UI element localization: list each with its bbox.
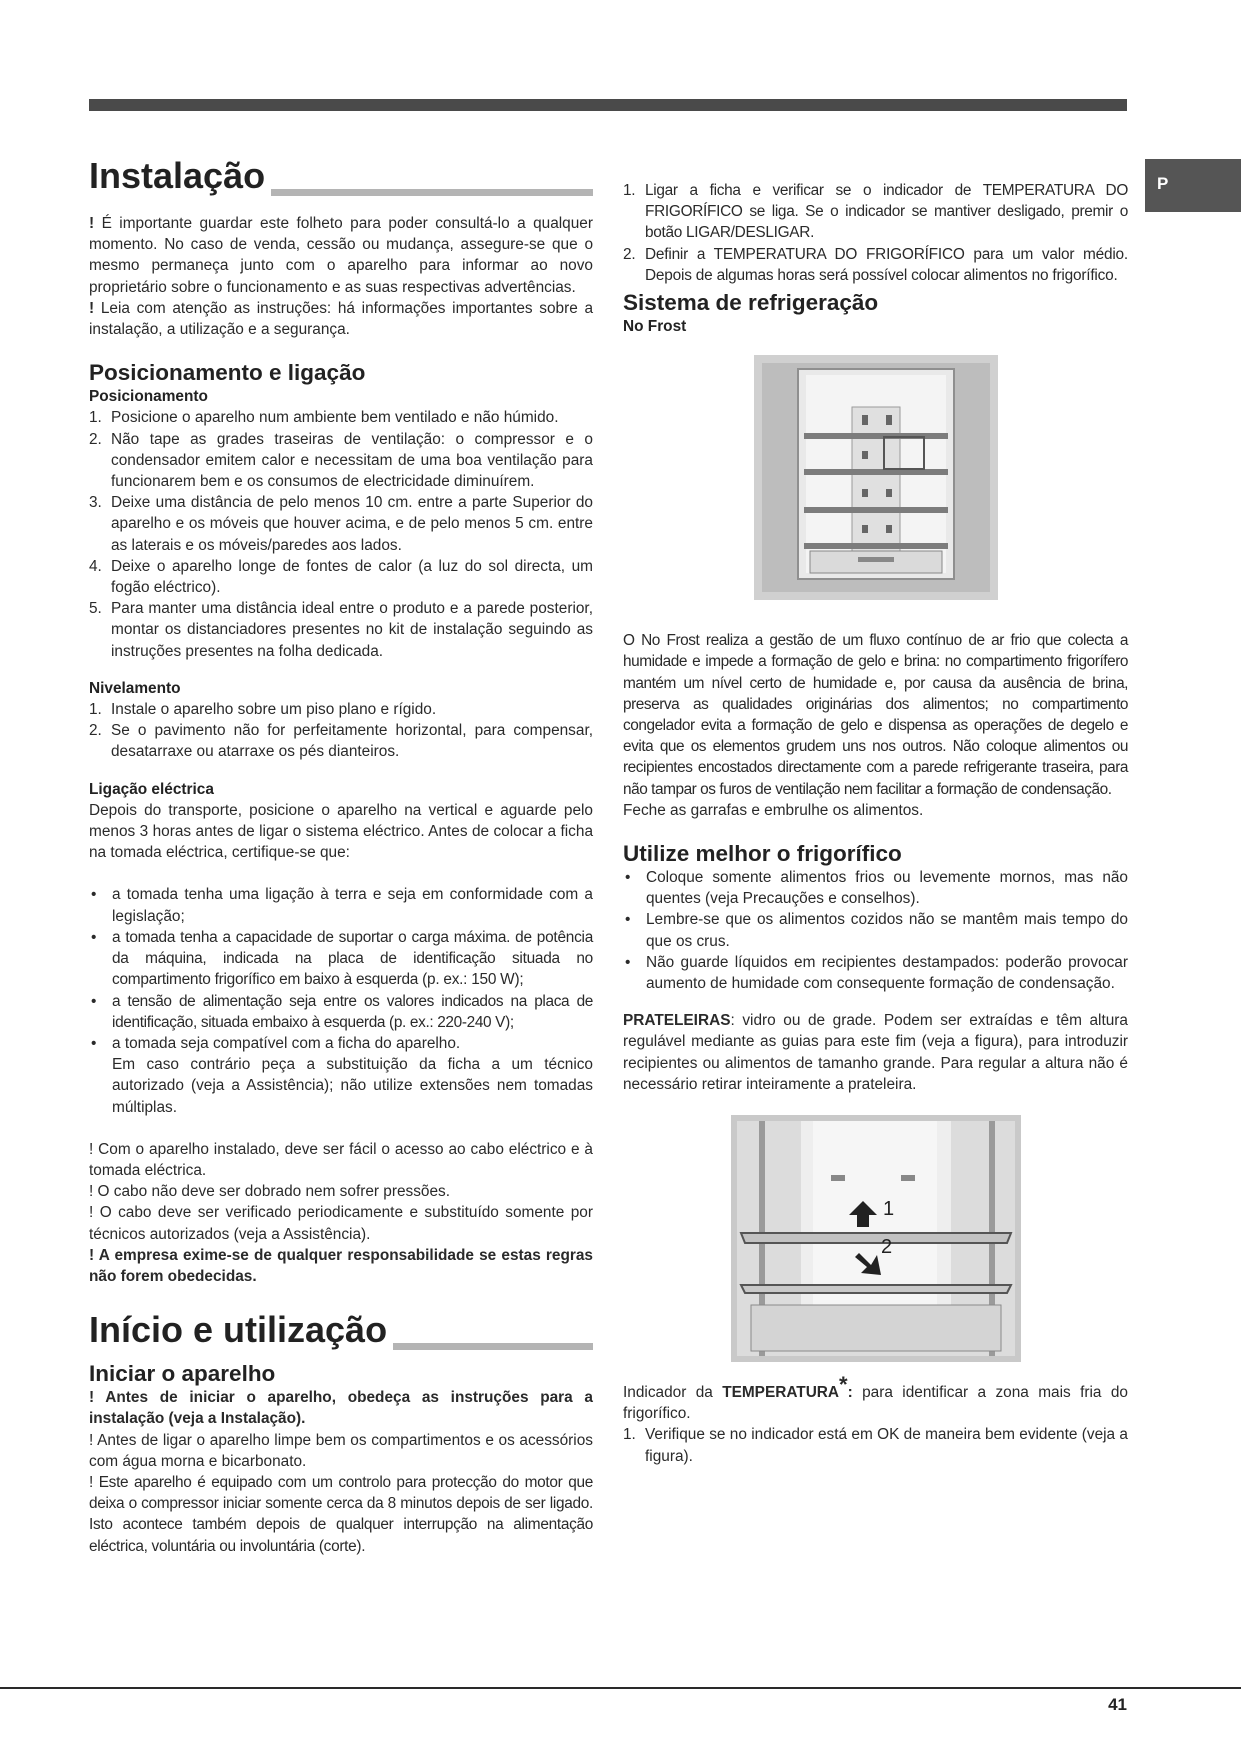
nofrost-text: O No Frost realiza a gestão de um fluxo contínuo de ar frio que colecta a humidade e impede a formação de gelo e brina: no compartimento frigorífero mantém um nível certo de humidade e, por causa da ausência de brina, preserva as qualidades originárias dos alimentos; no compartimento congelador evita a formação de gelo e dispensa as operações de degelo e evita que os elementos grudem uns nos outros. Não coloque alimentos ou recipientes encostados directamente com a parede refrigerante traseira, para não tampar os furos de ventilação nem facilitar a formação de condensação. [623, 632, 1128, 798]
list-item: 2. Não tape as grades traseiras de ventilação: o compressor e o condensador emitem calor e necessitam de uma boa ventilação para funcionarem bem e os consumos de electricidade diminuírem. [89, 430, 593, 491]
list-item: • a tomada tenha uma ligação à terra e seja em conformidade com a legislação; [91, 886, 593, 925]
list-item: • a tomada seja compatível com a ficha do aparelho. [91, 1034, 461, 1052]
top-rule [89, 99, 1127, 111]
list-item: 2. Definir a TEMPERATURA DO FRIGORÍFICO para um valor médio. Depois de algumas horas será possível colocar alimentos no frigorífico. [623, 245, 1128, 284]
list-item: • Não guarde líquidos em recipientes destampados: poderão provocar aumento de humidade com consequente formação de condensação. [625, 953, 1128, 993]
warning-mark: ! [89, 215, 95, 232]
list-item: • Lembre-se que os alimentos cozidos não se mantêm mais tempo do que os crus. [625, 911, 1128, 950]
start-p1: ! Antes de iniciar o aparelho, obedeça as instruções para a instalação (veja a Instalação). [89, 1389, 593, 1428]
install-note-text: Leia com atenção as instruções: há informações importantes sobre a instalação, a utilização e a segurança. [89, 299, 593, 339]
list-item: 1. Posicione o aparelho num ambiente bem ventilado e não húmido. [89, 409, 559, 427]
start-p2: ! Antes de ligar o aparelho limpe bem os compartimentos e os acessórios com água morna e bicarbonato. [89, 1431, 593, 1470]
install-intro-text: É importante guardar este folheto para poder consultá-lo a qualquer momento. No caso de venda, cessão ou mudança, assegure-se que o mesmo permaneça junto com o aparelho para informar ao novo proprietário sobre o funcionamento e as suas respectivas advertências. [89, 215, 593, 296]
cooling-subtitle: No Frost [623, 318, 687, 336]
list-item: 3. Deixe uma distância de pelo menos 10 cm. entre a parte Superior do aparelho e os móveis que houver acima, e de pelo menos 5 cm. entre as laterais e os móveis/paredes aos lados. [89, 494, 593, 554]
shelves-description: : vidro ou de grade. Podem ser extraídas e têm altura regulável mediante as guias para este fim (veja a figura), para introduzir recipientes ou alimentos de tamanho grande. Para regular a altura não é necessário retirar inteiramente a prateleira. [623, 1012, 1128, 1093]
fridge-interior-illustration [754, 355, 998, 600]
best-use-title: Utilize melhor o frigorífico [623, 841, 902, 867]
positioning-list [89, 407, 593, 661]
list-item: • a tensão de alimentação seja entre os valores indicados na placa de identificação, situada embaixo à esquerda (p. ex.: 220-240 V); [91, 992, 593, 1031]
temperature-indicator-list [623, 1424, 1128, 1466]
positioning-subtitle: Posicionamento [89, 388, 208, 406]
language-tab: P [1145, 159, 1241, 212]
bottom-rule [0, 1687, 1241, 1689]
install-title: Instalação [89, 155, 271, 197]
list-item: 4. Deixe o aparelho longe de fontes de calor (a luz do sol directa, um fogão eléctrico). [89, 557, 593, 597]
list-item: 1. Ligar a ficha e verificar se o indicador de TEMPERATURA DO FRIGORÍFICO se liga. Se o indicador se mantiver desligado, premir o botão LIGAR/DESLIGAR. [623, 182, 1128, 242]
shelves-label: PRATELEIRAS [623, 1012, 731, 1030]
list-item: 1. Verifique se no indicador está em OK de maneira bem evidente (veja a figura). [623, 1426, 1128, 1465]
electrical-subtitle: Ligação eléctrica [89, 780, 214, 798]
warning-2: ! O cabo não deve ser dobrado nem sofrer pressões. [89, 1183, 451, 1201]
install-intro [89, 213, 593, 298]
warning-4: ! A empresa exime-se de qualquer responsabilidade se estas regras não forem obedecidas. [89, 1246, 593, 1285]
fridge-interior-figure [754, 355, 998, 600]
start-title: Início e utilização [89, 1309, 393, 1351]
left-column [89, 155, 593, 1557]
warning-1: ! Com o aparelho instalado, deve ser fácil o acesso ao cabo eléctrico e à tomada eléctrica. [89, 1140, 593, 1179]
warning-3: ! O cabo deve ser verificado periodicamente e substituído somente por técnicos autorizados (veja a Assistência). [89, 1204, 593, 1243]
start-heading-wrap [89, 1309, 593, 1351]
figure-label-2: 2 [880, 1236, 892, 1259]
levelling-list [89, 699, 593, 763]
temperature-indicator-text: Indicador da TEMPERATURA*: para identificar a zona mais fria do frigorífico. [623, 1372, 1128, 1423]
levelling-subtitle: Nivelamento [89, 679, 181, 697]
shelves-text [623, 1010, 1128, 1095]
list-item: 1. Instale o aparelho sobre um piso plano e rígido. [89, 701, 437, 719]
electrical-after-text: Em caso contrário peça a substituição da ficha a um técnico autorizado (veja a Assistência); não utilize extensões nem tomadas múltiplas. [112, 1056, 593, 1116]
list-item: • Coloque somente alimentos frios ou levemente mornos, mas não quentes (veja Precauções e conselhos). [625, 869, 1128, 908]
warning-mark: ! [89, 299, 95, 317]
shelf-adjust-figure [731, 1115, 1021, 1362]
start-p3: ! Este aparelho é equipado com um controlo para protecção do motor que deixa o compressor iniciar somente cerca da 8 minutos depois de ser ligado. Isto acontece também depois de qualquer interrupção na alimentação eléctrica, voluntária ou involuntária (corte). [89, 1473, 593, 1555]
figure-label-1: 1 [882, 1198, 894, 1221]
start-subtitle: Iniciar o aparelho [89, 1361, 276, 1387]
start-steps [623, 180, 1128, 286]
list-item: 5. Para manter uma distância ideal entre o produto e a parede posterior, montar os distanciadores presentes no kit de instalação seguindo as instruções presentes na folha dedicada. [89, 600, 593, 660]
right-column [623, 180, 1128, 1467]
shelf-adjust-illustration [731, 1115, 1021, 1362]
electrical-checklist [89, 884, 593, 1054]
list-item: 2. Se o pavimento não for perfeitamente horizontal, para compensar, desatarraxe ou atarraxe os pés dianteiros. [89, 722, 593, 761]
install-heading-wrap [89, 155, 593, 197]
best-use-list [623, 867, 1128, 994]
nofrost-text-2: Feche as garrafas e embrulhe os alimentos. [623, 801, 924, 819]
electrical-text: Depois do transporte, posicione o aparelho na vertical e aguarde pelo menos 3 horas antes de ligar o sistema eléctrico. Antes de colocar a ficha na tomada eléctrica, certifique-se que: [89, 801, 593, 862]
install-note [89, 298, 593, 340]
positioning-title: Posicionamento e ligação [89, 360, 366, 386]
cooling-title: Sistema de refrigeração [623, 290, 879, 316]
list-item: • a tomada tenha a capacidade de suportar o carga máxima. de potência da máquina, indicada na placa de identificação situada no compartimento frigorífico em baixo à esquerda (p. ex.: 150 W); [91, 928, 593, 989]
page-number: 41 [1108, 1695, 1127, 1714]
